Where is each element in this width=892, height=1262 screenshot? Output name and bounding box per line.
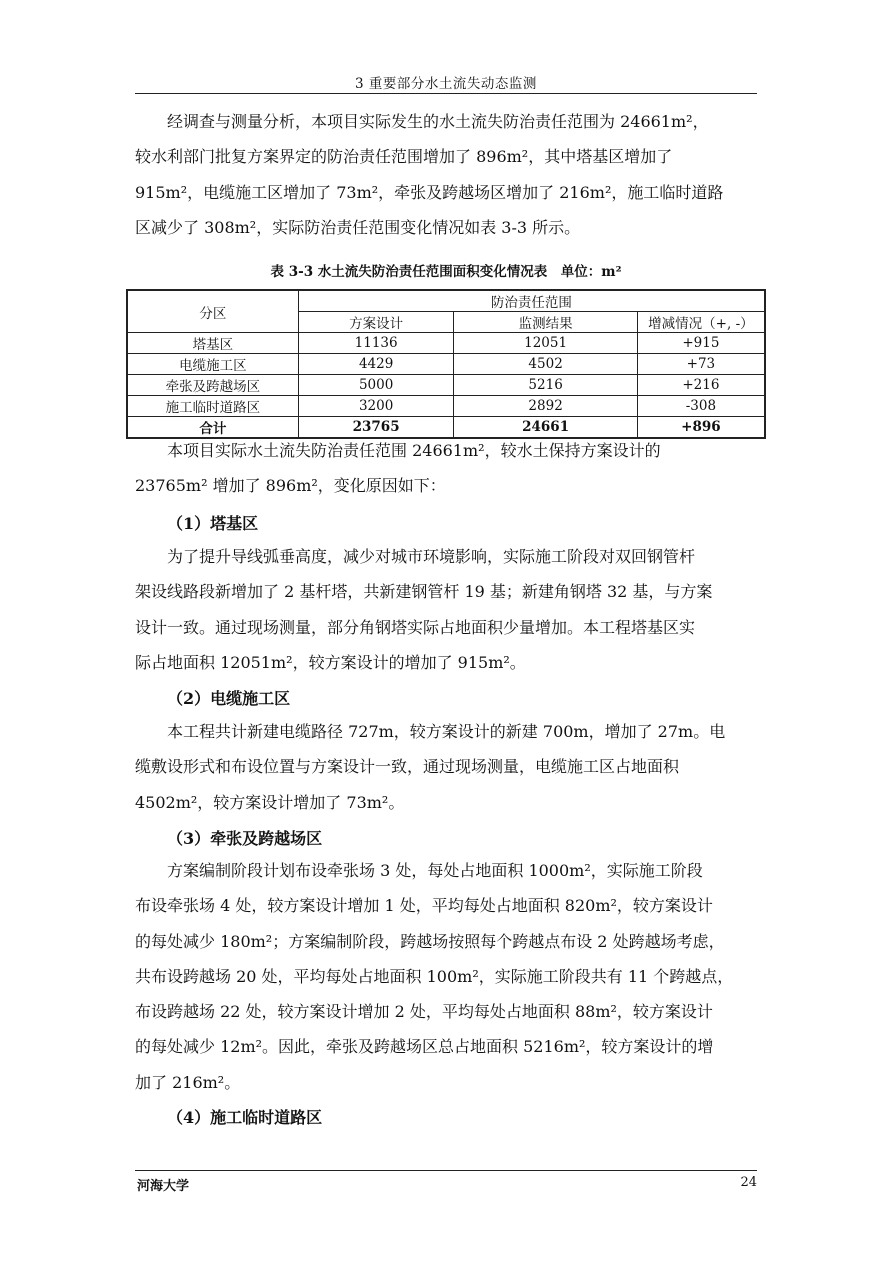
summary-paragraph <box>135 433 757 504</box>
section-body-tension <box>135 853 757 1100</box>
header-monitor: 监测结果 <box>454 312 637 333</box>
footer-rule <box>135 1170 757 1171</box>
body-line: 缆敷设形式和布设位置与方案设计一致，通过现场测量，电缆施工区占地面积 <box>135 757 680 777</box>
intro-line: 较水利部门批复方案界定的防治责任范围增加了 896m²，其中塔基区增加了 <box>135 147 673 167</box>
body-line: 布设牵张场 4 处，较方案设计增加 1 处，平均每处占地面积 820m²，较方案设计 <box>135 896 713 916</box>
cell-change: -308 <box>637 396 765 417</box>
intro-line: 经调查与测量分析，本项目实际发生的水土流失防治责任范围为 24661m²， <box>167 112 709 131</box>
intro-line: 区减少了 308m²，实际防治责任范围变化情况如表 3-3 所示。 <box>135 217 581 237</box>
body-line: 架设线路段新增加了 2 基杆塔，共新建钢管杆 19 基；新建角钢塔 32 基，与方案 <box>135 582 713 602</box>
page-number: 24 <box>740 1175 757 1190</box>
cell-change: +216 <box>637 375 765 396</box>
cell-change: +915 <box>637 333 765 354</box>
cell-monitor: 5216 <box>454 375 637 396</box>
table-row <box>127 354 765 375</box>
table-row <box>127 375 765 396</box>
summary-line: 本项目实际水土流失防治责任范围 24661m²，较水土保持方案设计的 <box>167 441 661 460</box>
cell-change: +73 <box>637 354 765 375</box>
cell-monitor: 4502 <box>454 354 637 375</box>
cell-zone: 塔基区 <box>127 333 298 354</box>
footer-institution: 河海大学 <box>137 1179 190 1194</box>
header-rule <box>135 93 757 94</box>
cell-plan: 3200 <box>298 396 454 417</box>
cell-plan: 11136 <box>298 333 454 354</box>
cell-zone: 合计 <box>127 417 298 439</box>
intro-paragraph <box>135 104 757 245</box>
running-header: 3 重要部分水土流失动态监测 <box>355 76 537 92</box>
body-line: 为了提升导线弧垂高度，减少对城市环境影响，实际施工阶段对双回钢管杆 <box>167 547 696 566</box>
body-line: 的每处减少 12m²。因此，牵张及跨越场区总占地面积 5216m²，较方案设计的增 <box>135 1037 714 1057</box>
cell-plan: 5000 <box>298 375 454 396</box>
body-line: 的每处减少 180m²；方案编制阶段，跨越场按照每个跨越点布设 2 处跨越场考虑， <box>135 931 725 951</box>
cell-plan: 4429 <box>298 354 454 375</box>
header-change: 增减情况（+, -） <box>637 312 765 333</box>
section-body-cable <box>135 714 757 820</box>
header-plan: 方案设计 <box>298 312 454 333</box>
body-line: 际占地面积 12051m²，较方案设计的增加了 915m²。 <box>135 652 526 672</box>
body-line: 共布设跨越场 20 处，平均每处占地面积 100m²，实际施工阶段共有 11 个跨越点， <box>135 966 734 986</box>
cell-zone: 施工临时道路区 <box>127 396 298 417</box>
body-line: 方案编制阶段计划布设牵张场 3 处，每处占地面积 1000m²，实际施工阶段 <box>167 861 703 880</box>
body-line: 加了 216m²。 <box>135 1072 241 1092</box>
header-zone: 分区 <box>127 290 298 333</box>
table-row <box>127 396 765 417</box>
cell-monitor: 2892 <box>454 396 637 417</box>
header-group: 防治责任范围 <box>298 290 765 312</box>
body-line: 本工程共计新建电缆路径 727m，较方案设计的新建 700m，增加了 27m。电 <box>167 722 726 741</box>
section-heading-cable: （2）电缆施工区 <box>167 689 291 708</box>
cell-monitor: 12051 <box>454 333 637 354</box>
section-heading-road: （4）施工临时道路区 <box>167 1108 323 1127</box>
table-row <box>127 333 765 354</box>
cell-plan: 23765 <box>298 417 454 439</box>
body-line: 4502m²，较方案设计增加了 73m²。 <box>135 792 405 812</box>
section-heading-tension: （3）牵张及跨越场区 <box>167 829 323 848</box>
cell-change: +896 <box>637 417 765 439</box>
body-line: 布设跨越场 22 处，较方案设计增加 2 处，平均每处占地面积 88m²，较方案设计 <box>135 1002 713 1022</box>
table-caption: 表 3-3 水土流失防治责任范围面积变化情况表 单位：m² <box>270 264 622 280</box>
cell-monitor: 24661 <box>454 417 637 439</box>
section-body-tower <box>135 539 757 680</box>
section-heading-tower: （1）塔基区 <box>167 514 259 533</box>
cell-zone: 电缆施工区 <box>127 354 298 375</box>
responsibility-area-table <box>126 289 766 439</box>
intro-line: 915m²，电缆施工区增加了 73m²，牵张及跨越场区增加了 216m²，施工临时道路 <box>135 182 724 202</box>
cell-zone: 牵张及跨越场区 <box>127 375 298 396</box>
body-line: 设计一致。通过现场测量，部分角钢塔实际占地面积少量增加。本工程塔基区实 <box>135 617 696 637</box>
summary-line: 23765m² 增加了 896m²，变化原因如下： <box>135 476 446 496</box>
